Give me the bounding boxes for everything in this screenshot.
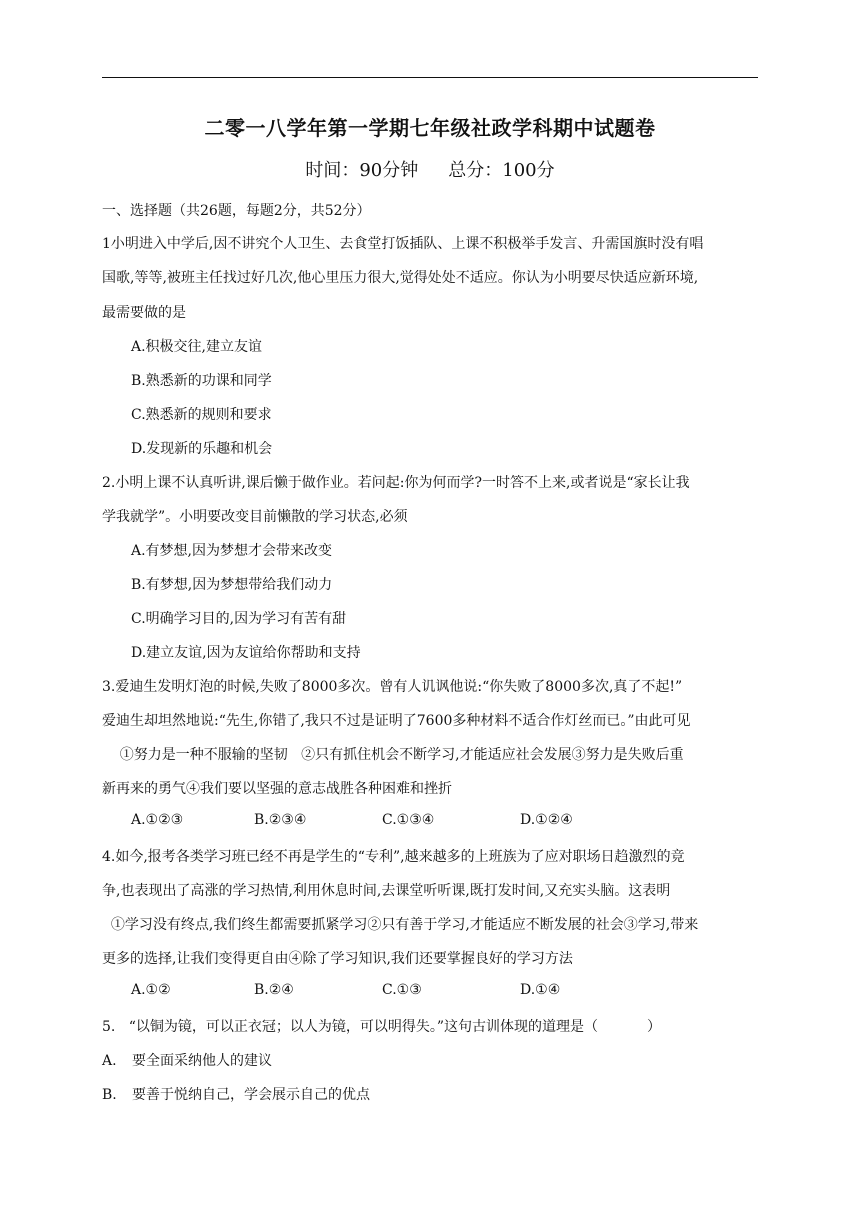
question-3-option-c: C.①③④ bbox=[382, 812, 435, 828]
question-3-line-2: 爱迪生却坦然地说:“先生,你错了,我只不过是证明了7600多种材料不适合作灯丝而已。”由此可见 bbox=[102, 713, 691, 729]
exam-title: 二零一八学年第一学期七年级社政学科期中试题卷 bbox=[204, 116, 656, 140]
question-5-line-1: 5. “以铜为镜，可以正衣冠；以人为镜，可以明得失。”这句古训体现的道理是（ ） bbox=[102, 1019, 661, 1035]
exam-subtitle bbox=[0, 156, 860, 182]
option-text: 要全面采纳他人的建议 bbox=[132, 1053, 272, 1069]
question-4-option-c: C.①③ bbox=[382, 982, 422, 998]
question-2-option-d: D.建立友谊,因为友谊给你帮助和支持 bbox=[131, 645, 361, 661]
question-1-line-1: 1小明进入中学后,因不讲究个人卫生、去食堂打饭插队、上课不积极举手发言、升需国旗时没有唱 bbox=[102, 236, 704, 252]
question-5-option-b bbox=[102, 1084, 370, 1104]
question-1-option-d: D.发现新的乐趣和机会 bbox=[131, 441, 273, 457]
question-2-option-b: B.有梦想,因为梦想带给我们动力 bbox=[131, 577, 333, 593]
question-4-line-1: 4.如今,报考各类学习班已经不再是学生的“专利”,越来越多的上班族为了应对职场日趋激烈的竞 bbox=[102, 849, 685, 865]
option-label: B. bbox=[102, 1087, 117, 1103]
question-2-line-2: 学我就学”。小明要改变目前懒散的学习状态,必须 bbox=[102, 509, 408, 525]
question-3-option-d: D.①②④ bbox=[520, 812, 573, 828]
question-3-option-a: A.①②③ bbox=[131, 812, 184, 828]
section-heading: 一、选择题（共26题，每题2分，共52分） bbox=[102, 203, 371, 219]
question-1-line-3: 最需要做的是 bbox=[102, 305, 186, 321]
question-5-option-a bbox=[102, 1050, 272, 1070]
header-rule bbox=[102, 77, 758, 78]
question-1-option-b: B.熟悉新的功课和同学 bbox=[131, 373, 272, 389]
exam-time: 时间：90分钟 bbox=[305, 160, 419, 181]
question-2-line-1: 2.小明上课不认真听讲,课后懒于做作业。若问起:你为何而学?一时答不上来,或者说是“家长让我 bbox=[102, 475, 690, 491]
option-label: A. bbox=[102, 1053, 117, 1069]
exam-total-score: 总分：100分 bbox=[448, 160, 555, 181]
question-3-line-4: 新再来的勇气④我们要以坚强的意志战胜各种困难和挫折 bbox=[102, 781, 452, 797]
question-1-option-a: A.积极交往,建立友谊 bbox=[131, 339, 263, 355]
question-3-line-1: 3.爱迪生发明灯泡的时候,失败了8000多次。曾有人讥讽他说:“你失败了8000多次,真了不起!” bbox=[102, 679, 683, 695]
question-4-line-4: 更多的选择,让我们变得更自由④除了学习知识,我们还要掌握良好的学习方法 bbox=[102, 951, 573, 967]
question-1-option-c: C.熟悉新的规则和要求 bbox=[131, 407, 272, 423]
question-1-line-2: 国歌,等等,被班主任找过好几次,他心里压力很大,觉得处处不适应。你认为小明要尽快适应新环境, bbox=[102, 270, 699, 286]
question-4-option-a: A.①② bbox=[131, 982, 171, 998]
option-text: 要善于悦纳自己，学会展示自己的优点 bbox=[132, 1087, 370, 1103]
question-3-option-b: B.②③④ bbox=[254, 812, 307, 828]
question-4-option-b: B.②④ bbox=[254, 982, 294, 998]
question-4-line-2: 争,也表现出了高涨的学习热情,利用休息时间,去课堂听听课,既打发时间,又充实头脑。这表明 bbox=[102, 883, 671, 899]
question-3-line-3: ①努力是一种不服输的坚韧 ②只有抓住机会不断学习,才能适应社会发展③努力是失败后重 bbox=[102, 747, 684, 763]
question-2-option-a: A.有梦想,因为梦想才会带来改变 bbox=[131, 543, 333, 559]
question-4-line-3: ①学习没有终点,我们终生都需要抓紧学习②只有善于学习,才能适应不断发展的社会③学习,带来 bbox=[102, 917, 699, 933]
question-4-option-d: D.①④ bbox=[520, 982, 561, 998]
question-2-option-c: C.明确学习目的,因为学习有苦有甜 bbox=[131, 611, 347, 627]
